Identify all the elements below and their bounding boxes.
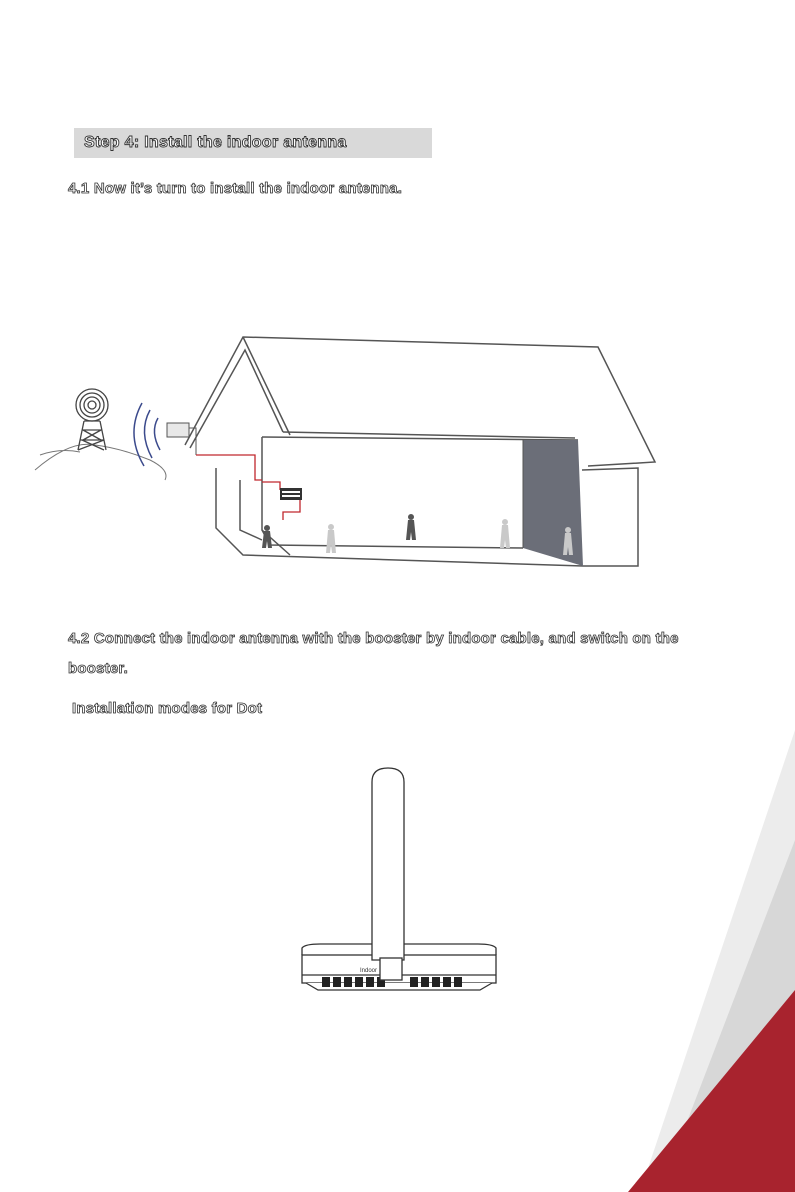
section-4-2-text: 4.2 Connect the indoor antenna with the booster by indoor cable, and switch on the booster. — [68, 630, 679, 677]
installation-modes-title: Installation modes for Dot — [72, 700, 263, 717]
port-label: Indoor — [360, 968, 378, 974]
indoor-antenna — [372, 768, 404, 980]
section-4-1-text: 4.1 Now it’s turn to install the indoor antenna. — [68, 180, 403, 197]
step-title: Step 4: Install the indoor antenna — [84, 134, 347, 151]
